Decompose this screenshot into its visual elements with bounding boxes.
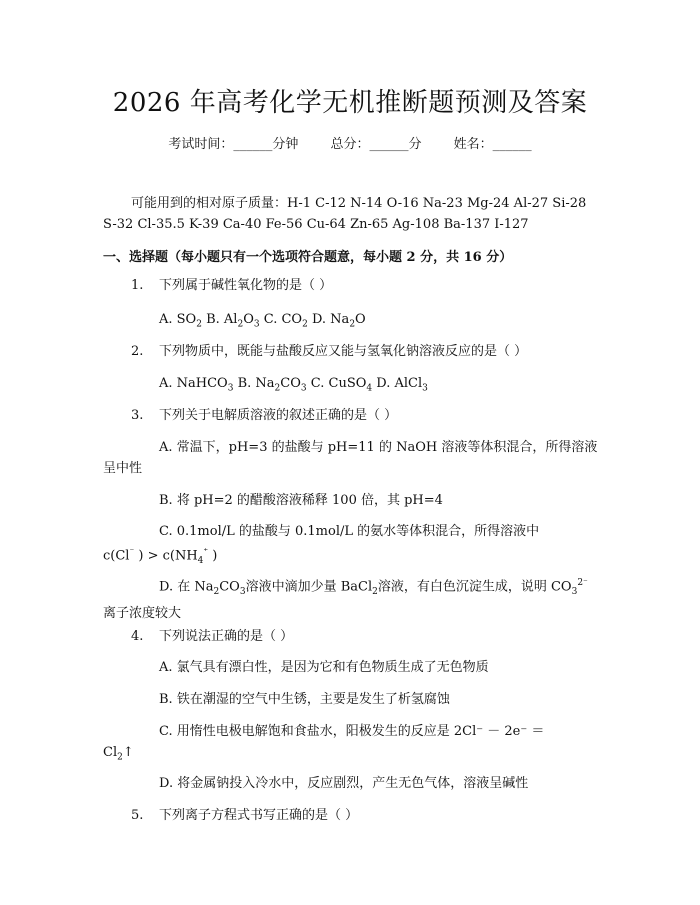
question-number: 4. <box>131 629 144 644</box>
section-heading: 一、选择题（每小题只有一个选项符合题意，每小题 2 分，共 16 分） <box>103 250 513 265</box>
question-number: 1. <box>131 278 144 293</box>
question-4-option-b: B. 铁在潮湿的空气中生锈，主要是发生了析氢腐蚀 <box>159 692 450 707</box>
question-stem: 下列说法正确的是（ ） <box>159 629 294 644</box>
question-2 <box>103 341 598 362</box>
exam-name: 姓名：______ <box>453 137 532 152</box>
question-number: 5. <box>131 808 144 823</box>
question-4-option-c-line2: $Cl_2↑$ <box>103 745 134 763</box>
question-1-options: A. $SO_2$ B. $Al_2O_3$ C. $CO_2$ D. $Na_2O$ <box>159 312 366 330</box>
question-stem: 下列离子方程式书写正确的是（ ） <box>159 808 359 823</box>
question-4 <box>103 626 598 647</box>
question-stem: 下列物质中，既能与盐酸反应又能与氢氧化钠溶液反应的是（ ） <box>159 344 528 359</box>
question-3 <box>103 405 598 426</box>
question-2-options: A. NaHCO$_3$ B. $Na_2CO_3$ C. CuSO$_4$ D. AlCl$_3$ <box>159 376 428 394</box>
question-4-option-c-line1: C. 用惰性电极电解饱和食盐水，阳极发生的反应是 2Cl⁻ － 2e⁻ ＝ <box>159 724 545 739</box>
question-5 <box>103 805 598 826</box>
question-3-option-b: B. 将 pH=2 的醋酸溶液稀释 100 倍，其 pH=4 <box>159 493 443 508</box>
question-3-option-a: A. 常温下，pH=3 的盐酸与 pH=11 的 NaOH 溶液等体积混合，所得溶液呈中性 <box>103 440 598 476</box>
question-number: 3. <box>131 408 144 423</box>
atomic-masses: 可能用到的相对原子质量：H-1 C-12 N-14 O-16 Na-23 Mg-24 Al-27 Si-28 S-32 Cl-35.5 K-39 Ca-40 Fe-56 Cu-64 Zn-65 Ag-108 Ba-137 I-127 <box>103 196 587 232</box>
question-3-option-c-line2: c(Cl⁻ ) > $c(NH_4^{^+}$ ) <box>103 547 218 566</box>
question-4-option-d: D. 将金属钠投入冷水中，反应剧烈，产生无色气体，溶液呈碱性 <box>159 776 529 791</box>
question-1 <box>103 275 598 296</box>
question-stem: 下列属于碱性氧化物的是（ ） <box>159 278 333 293</box>
exam-time: 考试时间：______分钟 <box>168 137 299 152</box>
question-3-option-c-line1: C. 0.1mol/L 的盐酸与 0.1mol/L 的氨水等体积混合，所得溶液中 <box>159 524 540 539</box>
question-number: 2. <box>131 344 144 359</box>
question-3-option-d: D. 在 $Na_2CO_3$溶液中滴加少量 BaCl$_2$溶液，有白色沉淀生成，说明 $CO_3^{2^-}$离子浓度较大 <box>103 578 588 621</box>
question-4-option-a: A. 氯气具有漂白性，是因为它和有色物质生成了无色物质 <box>159 660 489 675</box>
exam-meta <box>0 133 700 152</box>
exam-score: 总分：______分 <box>330 137 422 152</box>
page-title: 2026 年高考化学无机推断题预测及答案 <box>112 88 588 118</box>
question-stem: 下列关于电解质溶液的叙述正确的是（ ） <box>159 408 398 423</box>
